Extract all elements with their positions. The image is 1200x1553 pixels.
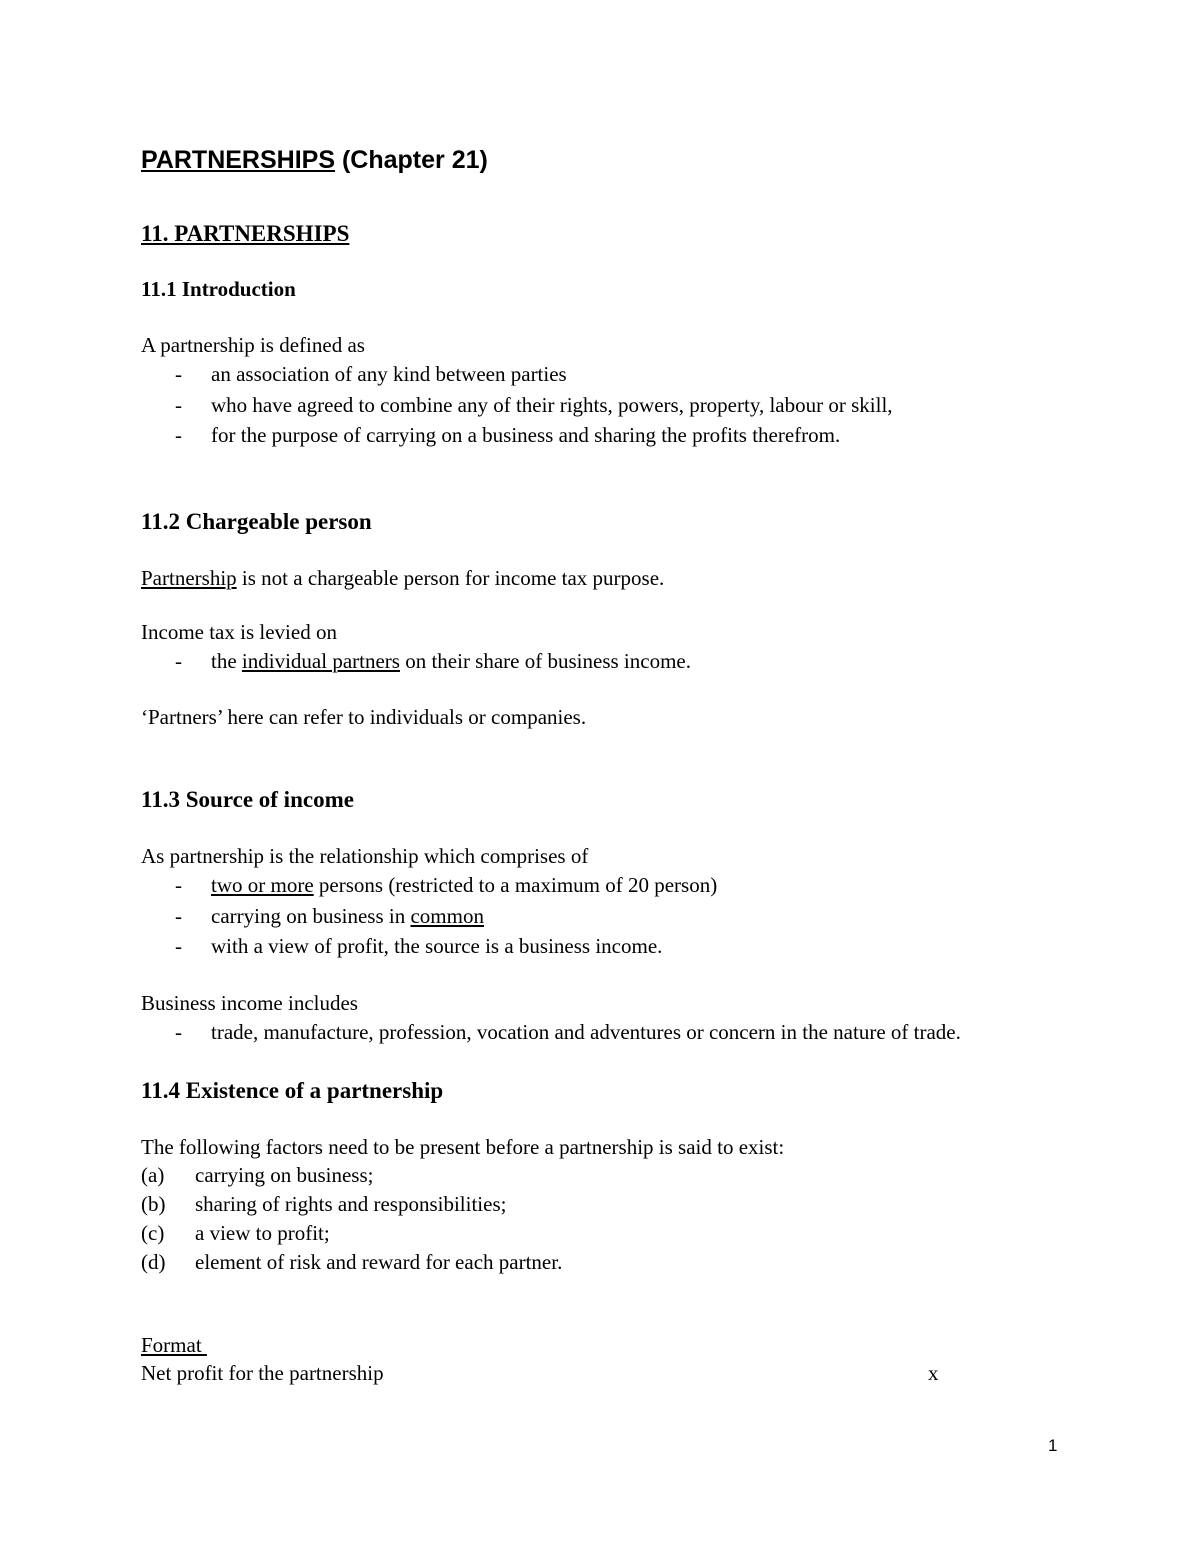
list-item (211, 904, 484, 929)
format-line-label: Net profit for the partnership (141, 1361, 384, 1385)
underlined-term: Partnership (141, 566, 237, 590)
list-item: trade, manufacture, profession, vocation and adventures or concern in the nature of trade. (211, 1020, 961, 1044)
list-item: carrying on business; (195, 1163, 374, 1187)
paragraph: The following factors need to be present before a partnership is said to exist: (141, 1135, 785, 1159)
list-item: sharing of rights and responsibilities; (195, 1192, 507, 1216)
list-item: a view to profit; (195, 1221, 330, 1245)
bullet-dash: - (175, 873, 182, 897)
list-item: with a view of profit, the source is a business income. (211, 934, 663, 958)
section-heading-11-4: 11.4 Existence of a partnership (141, 1078, 444, 1103)
paragraph: ‘Partners’ here can refer to individuals or companies. (141, 705, 587, 729)
underlined-term: two or more (211, 873, 314, 897)
bullet-dash: - (175, 649, 182, 673)
title-suffix: (Chapter 21) (335, 146, 488, 174)
paragraph-text: is not a chargeable person for income tax purpose. (236, 566, 665, 590)
intro-paragraph: A partnership is defined as (141, 333, 365, 357)
item-text: on their share of business income. (399, 649, 691, 673)
list-marker: (c) (141, 1221, 165, 1245)
paragraph: As partnership is the relationship which comprises of (141, 844, 589, 868)
paragraph (141, 566, 664, 591)
bullet-dash: - (175, 362, 182, 386)
underlined-term: individual partners (241, 649, 400, 673)
list-marker: (d) (141, 1250, 166, 1274)
item-text: the (211, 649, 242, 673)
item-text: persons (restricted to a maximum of 20 person) (313, 873, 718, 897)
section-heading-11: 11. PARTNERSHIPS (141, 221, 350, 246)
section-heading-11-1: 11.1 Introduction (141, 277, 296, 301)
list-item: element of risk and reward for each partner. (195, 1250, 563, 1274)
item-text: carrying on business in (211, 904, 411, 928)
section-heading-11-3: 11.3 Source of income (141, 787, 354, 812)
list-marker: (b) (141, 1192, 166, 1216)
bullet-dash: - (175, 393, 182, 417)
bullet-dash: - (175, 1020, 182, 1044)
bullet-dash: - (175, 904, 182, 928)
format-line-value: x (928, 1361, 939, 1385)
paragraph: Business income includes (141, 991, 358, 1015)
title-main: PARTNERSHIPS (141, 146, 336, 174)
bullet-dash: - (175, 934, 182, 958)
list-item: for the purpose of carrying on a business and sharing the profits therefrom. (211, 423, 841, 447)
page-number: 1 (1048, 1436, 1058, 1455)
list-item (211, 649, 691, 674)
list-item: who have agreed to combine any of their rights, powers, property, labour or skill, (211, 393, 893, 417)
format-label: Format (141, 1333, 207, 1357)
underlined-term: common (410, 904, 484, 928)
list-item (211, 873, 717, 898)
page-title (141, 146, 488, 175)
list-item: an association of any kind between parties (211, 362, 567, 386)
bullet-dash: - (175, 423, 182, 447)
paragraph: Income tax is levied on (141, 620, 337, 644)
list-marker: (a) (141, 1163, 165, 1187)
section-heading-11-2: 11.2 Chargeable person (141, 509, 372, 534)
